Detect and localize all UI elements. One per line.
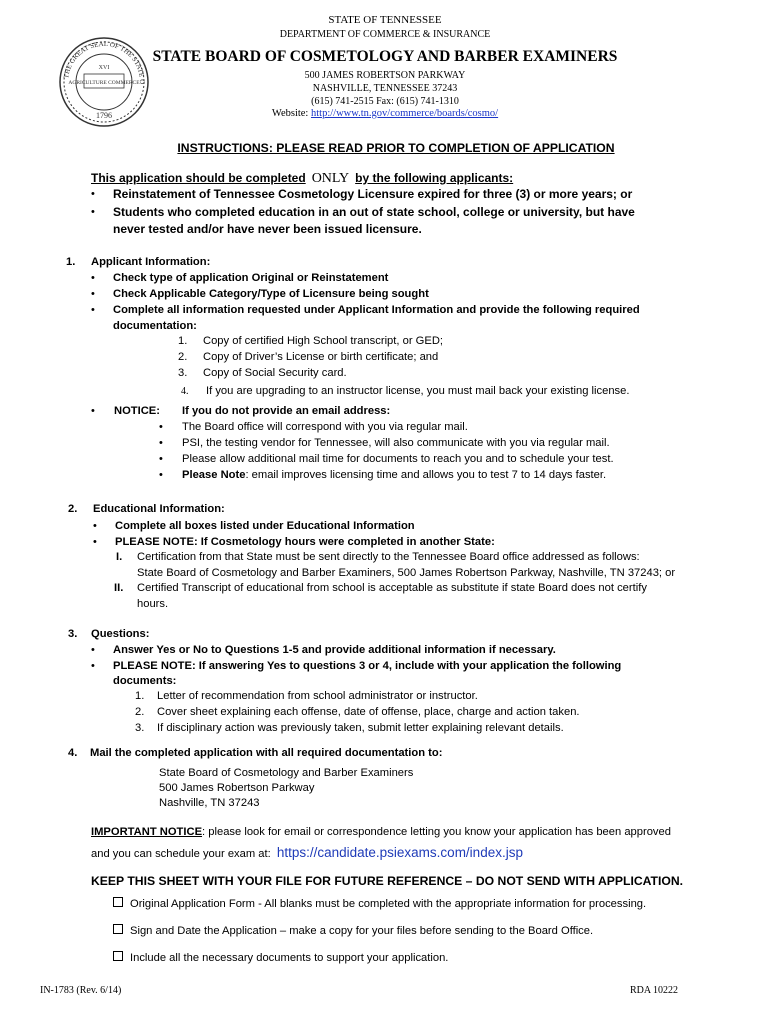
- important-label: IMPORTANT NOTICE: [91, 826, 203, 838]
- header-address2: NASHVILLE, TENNESSEE 37243: [312, 83, 458, 94]
- section2-bullet-1: Complete all boxes listed under Educational Information: [115, 520, 415, 532]
- section1-bullet-3-cont: documentation:: [113, 320, 197, 332]
- bullet-icon: •: [91, 644, 95, 656]
- bullet-icon: •: [91, 660, 95, 672]
- section1-bullet-2: Check Applicable Category/Type of Licensure being sought: [113, 288, 429, 300]
- keep-sheet-notice: KEEP THIS SHEET WITH YOUR FILE FOR FUTURE REFERENCE – DO NOT SEND WITH APPLICATION.: [91, 874, 684, 888]
- header-state: STATE OF TENNESSEE: [328, 14, 442, 26]
- section2-heading: Educational Information:: [93, 503, 225, 515]
- doc-item: Letter of recommendation from school administrator or instructor.: [157, 690, 478, 702]
- seal-roman: XVI: [98, 65, 110, 71]
- section4-number: 4.: [68, 747, 78, 759]
- bullet-icon: •: [159, 469, 163, 481]
- bullet-icon: •: [91, 288, 95, 300]
- section4-heading: Mail the completed application with all required documentation to:: [90, 747, 443, 759]
- doc-item: If you are upgrading to an instructor license, you must mail back your existing license.: [206, 385, 630, 397]
- section1-bullet-3: Complete all information requested under Applicant Information and provide the following required: [113, 304, 640, 316]
- doc-item: If disciplinary action was previously taken, submit letter explaining relevant details.: [157, 722, 564, 734]
- bullet-icon: •: [159, 453, 163, 465]
- section3-bullet-2-cont: documents:: [113, 675, 177, 687]
- notice-item: The Board office will correspond with you via regular mail.: [182, 421, 468, 433]
- header-department: DEPARTMENT OF COMMERCE & INSURANCE: [279, 29, 491, 40]
- seal-top-text: THE GREAT SEAL OF THE STATE O: [62, 39, 147, 85]
- doc-number: 2.: [178, 351, 188, 363]
- doc-number: 2.: [135, 706, 145, 718]
- intro-bullet-2: Students who completed education in an out of state school, college or university, but have: [113, 205, 635, 219]
- page-title: INSTRUCTIONS: PLEASE READ PRIOR TO COMPLETION OF APPLICATION: [177, 141, 615, 155]
- mail-address-line: Nashville, TN 37243: [159, 797, 260, 809]
- doc-item: Copy of Driver’s License or birth certificate; and: [203, 351, 439, 363]
- intro-pre: This application should be completed: [91, 171, 306, 185]
- important-notice: [91, 826, 671, 838]
- section2-item-number: II.: [114, 582, 124, 594]
- section2-bullet-2: PLEASE NOTE: If Cosmetology hours were completed in another State:: [115, 536, 495, 548]
- seal-year: 1796: [96, 111, 112, 120]
- notice-note: [182, 469, 606, 481]
- header-address1: 500 JAMES ROBERTSON PARKWAY: [304, 70, 466, 81]
- website-label: Website:: [271, 108, 309, 119]
- website-link[interactable]: http://www.tn.gov/commerce/boards/cosmo/: [310, 108, 499, 119]
- bullet-icon: •: [91, 188, 95, 200]
- doc-number: 3.: [135, 722, 145, 734]
- doc-number: 3.: [178, 367, 188, 379]
- section2-item: Certification from that State must be sent directly to the Tennessee Board office addressed as follows:: [137, 551, 640, 563]
- checklist-item: [113, 897, 646, 910]
- section2-item-cont: hours.: [137, 598, 169, 610]
- bullet-icon: •: [91, 206, 95, 218]
- header-website: [0, 108, 770, 119]
- notice-heading: If you do not provide an email address:: [182, 405, 391, 417]
- mail-address-line: State Board of Cosmetology and Barber Examiners: [159, 767, 414, 779]
- important-text2: and you can schedule your exam at:: [91, 848, 271, 860]
- section2-item-number: I.: [116, 551, 123, 563]
- notice-item: Please allow additional mail time for documents to reach you and to schedule your test.: [182, 453, 614, 465]
- intro-bullet-1: Reinstatement of Tennessee Cosmetology Licensure expired for three (3) or more years; or: [113, 187, 633, 201]
- section2-item-cont: State Board of Cosmetology and Barber Examiners, 500 James Robertson Parkway, Nashville, TN 37243; or: [137, 567, 676, 579]
- important-notice-cont: [91, 845, 523, 860]
- header-board: STATE BOARD OF COSMETOLOGY AND BARBER EXAMINERS: [152, 48, 618, 65]
- bullet-icon: •: [93, 536, 97, 548]
- checklist-item: [113, 924, 593, 937]
- checklist-text: Original Application Form - All blanks must be completed with the appropriate information for processing.: [130, 898, 647, 910]
- section2-item: Certified Transcript of educational from school is acceptable as substitute if state Board does not certify: [137, 582, 647, 594]
- doc-item: Cover sheet explaining each offense, date of offense, place, charge and action taken.: [157, 706, 580, 718]
- notice-item: PSI, the testing vendor for Tennessee, will also communicate with you via regular mail.: [182, 437, 610, 449]
- seal-center-text: AGRICULTURE COMMERCE: [68, 80, 140, 86]
- note-label: Please Note: [182, 469, 246, 481]
- intro-line: [91, 171, 513, 187]
- note-text: : email improves licensing time and allows you to test 7 to 14 days faster.: [245, 469, 607, 481]
- psi-exams-link[interactable]: https://candidate.psiexams.com/index.jsp: [276, 845, 523, 860]
- form-id: IN-1783 (Rev. 6/14): [40, 985, 122, 996]
- section3-bullet-1: Answer Yes or No to Questions 1-5 and provide additional information if necessary.: [113, 644, 556, 656]
- header-phone: (615) 741-2515 Fax: (615) 741-1310: [311, 96, 459, 107]
- doc-item: Copy of Social Security card.: [203, 367, 347, 379]
- bullet-icon: •: [91, 272, 95, 284]
- checklist-text: Include all the necessary documents to support your application.: [130, 952, 449, 964]
- checkbox-icon: [113, 897, 123, 907]
- section2-number: 2.: [68, 503, 78, 515]
- checkbox-icon: [113, 951, 123, 961]
- checkbox-icon: [113, 924, 123, 934]
- checklist-item: [113, 951, 448, 964]
- notice-label: NOTICE:: [114, 405, 160, 417]
- section1-bullet-1: Check type of application Original or Reinstatement: [113, 272, 389, 284]
- bullet-icon: •: [159, 421, 163, 433]
- checklist-text: Sign and Date the Application – make a copy for your files before sending to the Board Office.: [130, 925, 594, 937]
- section1-number: 1.: [66, 256, 76, 268]
- doc-number: 1.: [178, 335, 188, 347]
- mail-address-line: 500 James Robertson Parkway: [159, 782, 315, 794]
- doc-item: Copy of certified High School transcript, or GED;: [203, 335, 444, 347]
- intro-post: by the following applicants:: [355, 171, 514, 185]
- section3-heading: Questions:: [91, 628, 150, 640]
- section3-number: 3.: [68, 628, 78, 640]
- bullet-icon: •: [91, 405, 95, 417]
- bullet-icon: •: [91, 304, 95, 316]
- intro-only: ONLY: [311, 171, 350, 186]
- rda-code: RDA 10222: [630, 985, 679, 996]
- important-text: : please look for email or correspondence letting you know your application has been approved: [202, 826, 671, 838]
- doc-number: 1.: [135, 690, 145, 702]
- section1-heading: Applicant Information:: [91, 256, 211, 268]
- section3-bullet-2: PLEASE NOTE: If answering Yes to questions 3 or 4, include with your application the following: [113, 660, 622, 672]
- doc-number: 4.: [181, 386, 189, 397]
- bullet-icon: •: [159, 437, 163, 449]
- bullet-icon: •: [93, 520, 97, 532]
- intro-bullet-2-cont: never tested and/or have never been issued licensure.: [113, 222, 422, 236]
